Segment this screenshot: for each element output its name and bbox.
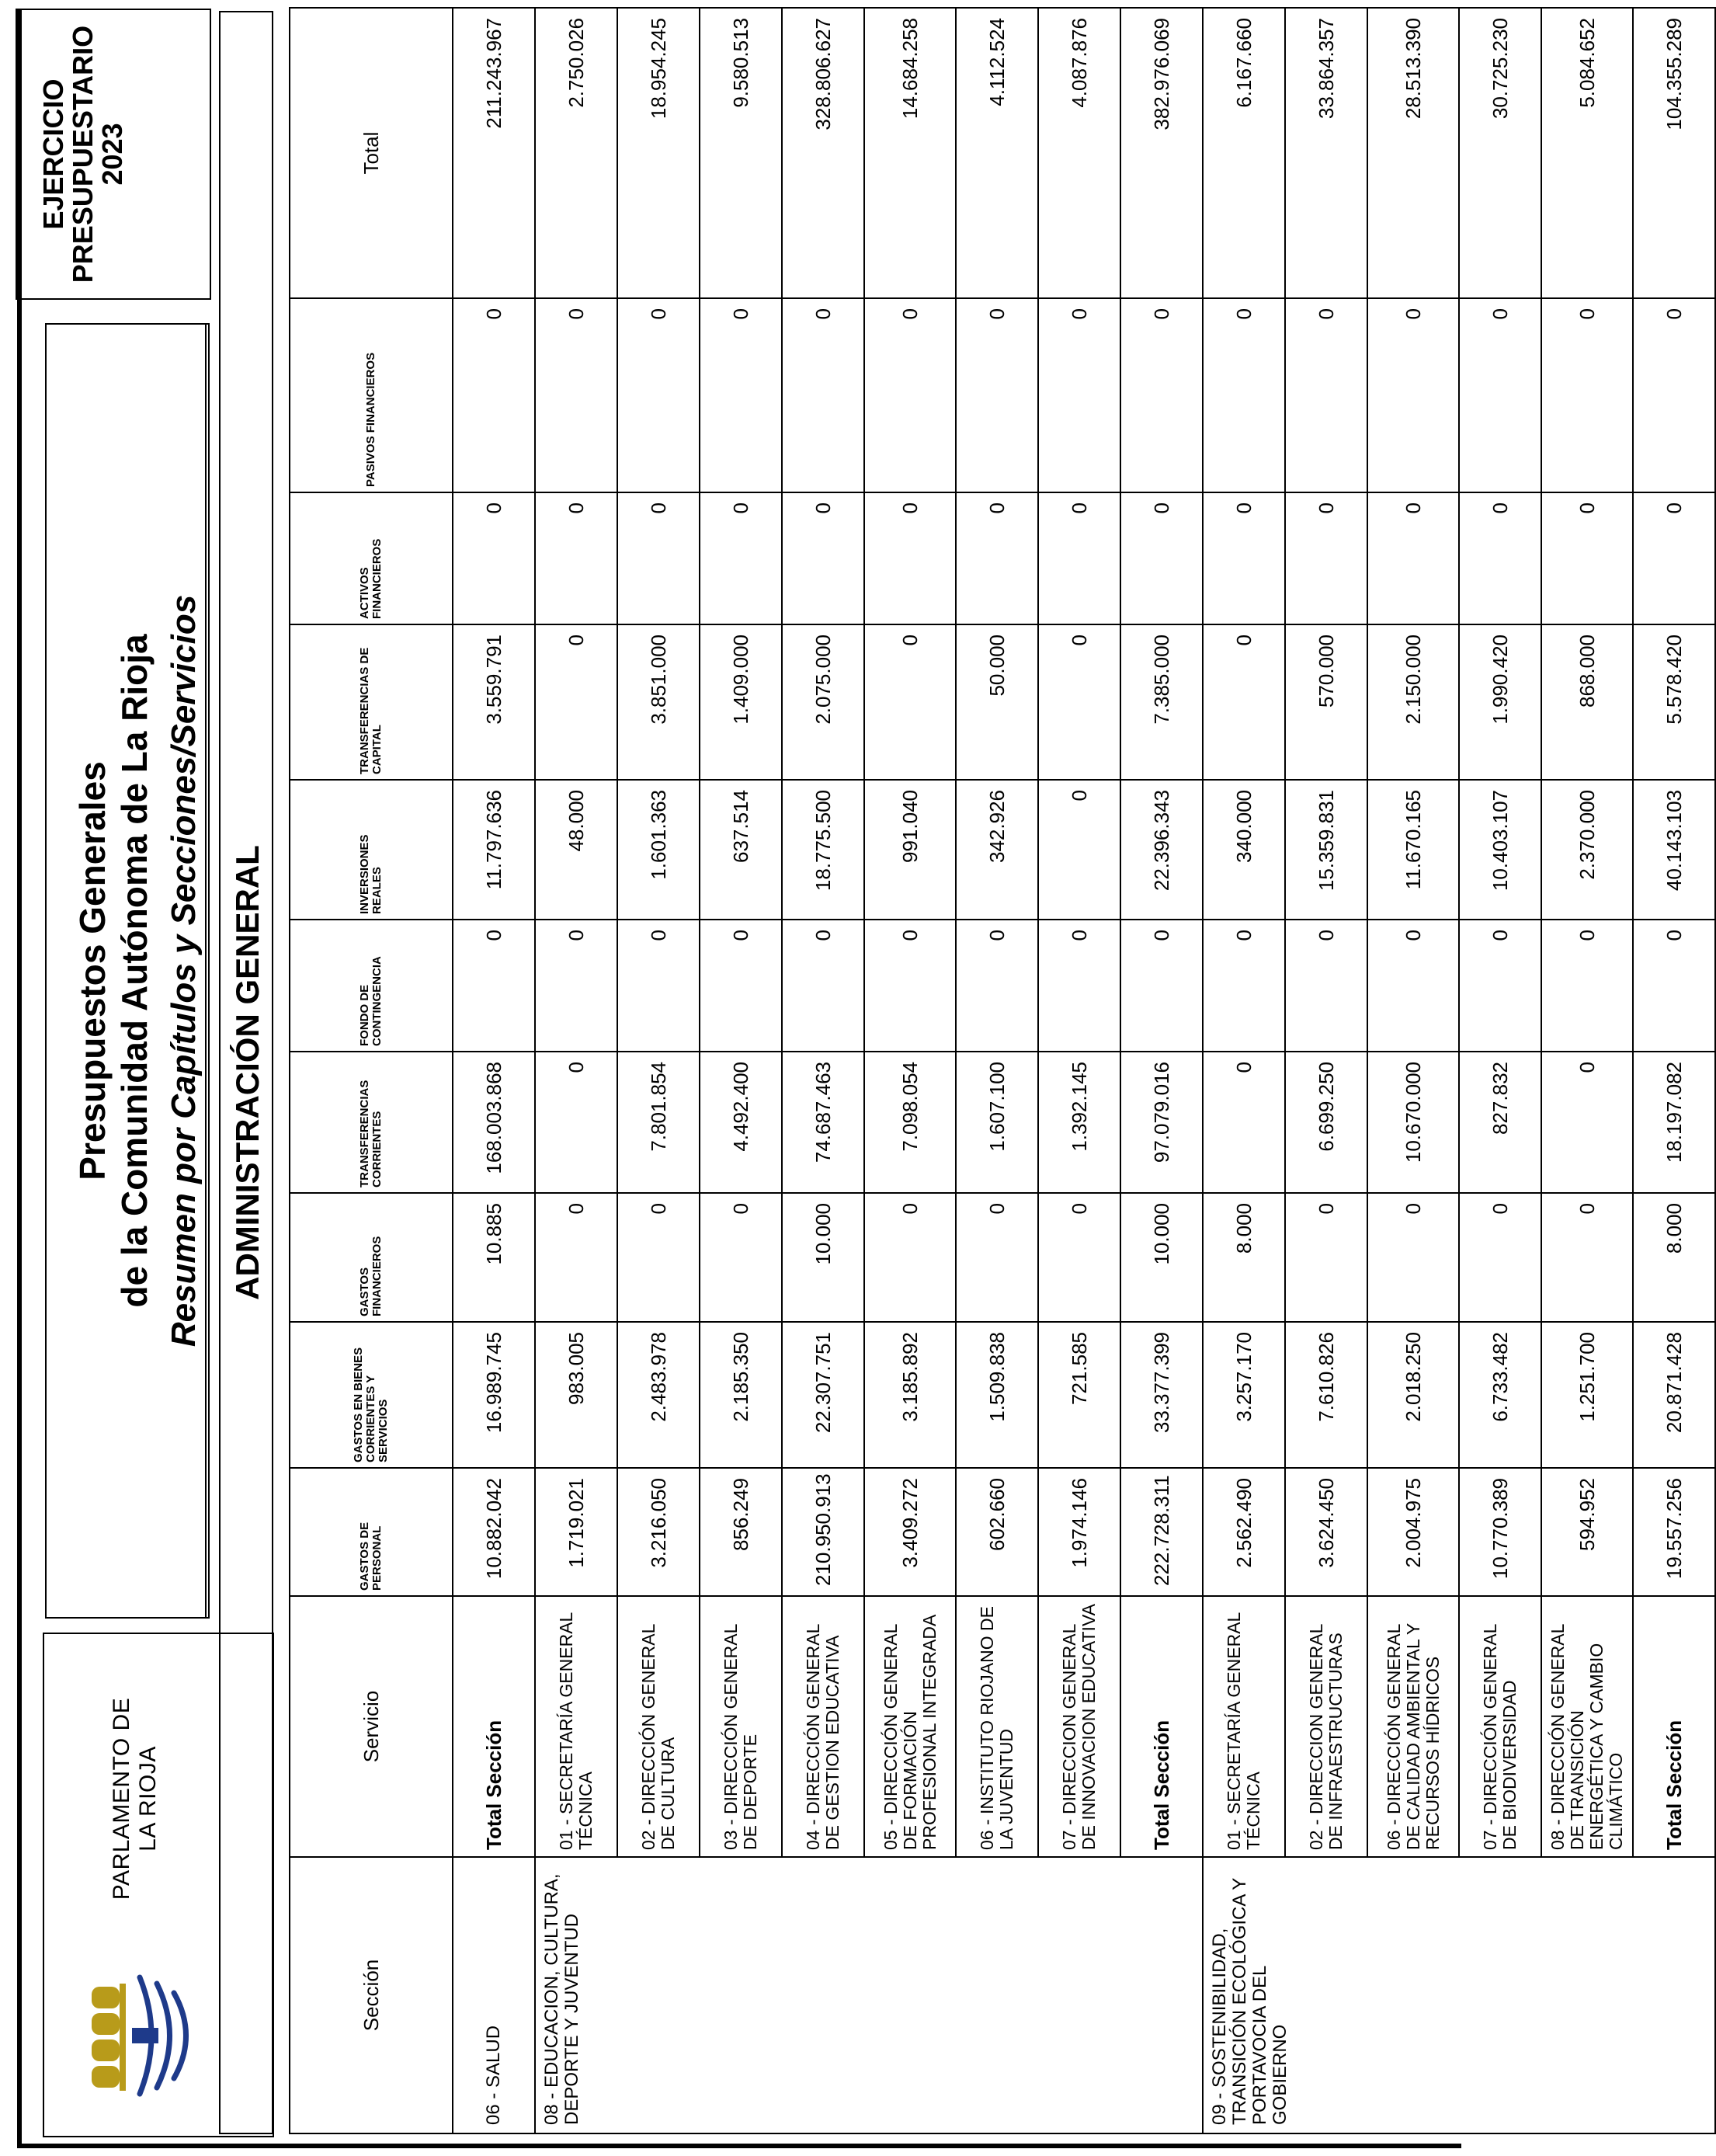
table-row xyxy=(1285,8,1367,2133)
cell-value: 1.601.363 xyxy=(617,780,700,920)
table-row xyxy=(1203,8,1285,2133)
cell-value: 0 xyxy=(1203,920,1285,1052)
table-row xyxy=(700,8,782,2133)
cell-value: 210.950.913 xyxy=(782,1468,864,1596)
table-row xyxy=(1633,8,1715,2133)
cell-value: 10.000 xyxy=(1120,1193,1203,1322)
cell-value: 11.670.165 xyxy=(1367,780,1459,920)
service-name: 03 - DIRECCIÓN GENERAL DE DEPORTE xyxy=(700,1596,782,1857)
cell-value: 570.000 xyxy=(1285,624,1367,780)
cell-value: 0 xyxy=(1285,920,1367,1052)
section-title: ADMINISTRACIÓN GENERAL xyxy=(229,845,266,1300)
cell-value: 0 xyxy=(782,920,864,1052)
cell-value: 0 xyxy=(535,492,617,624)
cell-value: 0 xyxy=(700,298,782,492)
cell-value: 0 xyxy=(1038,920,1120,1052)
cell-value: 0 xyxy=(700,492,782,624)
cell-value: 0 xyxy=(1285,492,1367,624)
cell-total: 4.112.524 xyxy=(956,8,1038,298)
cell-value: 0 xyxy=(535,298,617,492)
col-seccion: Sección xyxy=(290,1857,453,2133)
service-name: 05 - DIRECCIÓN GENERAL DE FORMACIÓN PROFESIONAL INTEGRADA xyxy=(864,1596,956,1857)
org-name xyxy=(109,1674,162,1923)
service-name: 01 - SECRETARÍA GENERAL TÉCNICA xyxy=(1203,1596,1285,1857)
cell-value: 40.143.103 xyxy=(1633,780,1715,920)
cell-value: 0 xyxy=(1038,492,1120,624)
col-inversiones-reales: INVERSIONES REALES xyxy=(290,780,453,920)
table-row xyxy=(956,8,1038,2133)
cell-value: 1.251.700 xyxy=(1541,1322,1633,1468)
col-transferencias-corrientes: TRANSFERENCIAS CORRIENTES xyxy=(290,1052,453,1193)
cell-value: 0 xyxy=(956,920,1038,1052)
cell-value: 1.719.021 xyxy=(535,1468,617,1596)
service-name: Total Sección xyxy=(1120,1596,1203,1857)
cell-value: 0 xyxy=(1203,298,1285,492)
cell-total: 104.355.289 xyxy=(1633,8,1715,298)
cell-value: 10.882.042 xyxy=(453,1468,535,1596)
cell-value: 0 xyxy=(1541,298,1633,492)
service-name: 04 - DIRECCIÓN GENERAL DE GESTION EDUCATIVA xyxy=(782,1596,864,1857)
col-transferencias-capital: TRANSFERENCIAS DE CAPITAL xyxy=(290,624,453,780)
cell-value: 0 xyxy=(1120,492,1203,624)
title-line-1: Presupuestos Generales xyxy=(72,761,113,1181)
cell-value: 0 xyxy=(1541,920,1633,1052)
cell-value: 0 xyxy=(1038,624,1120,780)
cell-value: 6.733.482 xyxy=(1459,1322,1541,1468)
cell-value: 3.559.791 xyxy=(453,624,535,780)
cell-value: 0 xyxy=(864,624,956,780)
table-row xyxy=(864,8,956,2133)
cell-value: 10.885 xyxy=(453,1193,535,1322)
col-total: Total xyxy=(290,8,453,298)
cell-value: 0 xyxy=(782,492,864,624)
cell-value: 0 xyxy=(1633,492,1715,624)
col-gastos-personal: GASTOS DE PERSONAL xyxy=(290,1468,453,1596)
cell-value: 0 xyxy=(956,492,1038,624)
cell-value: 0 xyxy=(1367,298,1459,492)
cell-value: 22.307.751 xyxy=(782,1322,864,1468)
cell-value: 18.197.082 xyxy=(1633,1052,1715,1193)
cell-value: 0 xyxy=(1038,780,1120,920)
cell-value: 1.974.146 xyxy=(1038,1468,1120,1596)
cell-value: 97.079.016 xyxy=(1120,1052,1203,1193)
cell-value: 0 xyxy=(535,920,617,1052)
cell-value: 0 xyxy=(1120,920,1203,1052)
cell-value: 2.150.000 xyxy=(1367,624,1459,780)
cell-value: 5.578.420 xyxy=(1633,624,1715,780)
cell-value: 4.492.400 xyxy=(700,1052,782,1193)
cell-value: 0 xyxy=(1633,920,1715,1052)
table-row xyxy=(453,8,535,2133)
cell-value: 983.005 xyxy=(535,1322,617,1468)
cell-value: 1.409.000 xyxy=(700,624,782,780)
cell-value: 3.624.450 xyxy=(1285,1468,1367,1596)
cell-value: 18.775.500 xyxy=(782,780,864,920)
cell-total: 18.954.245 xyxy=(617,8,700,298)
cell-total: 6.167.660 xyxy=(1203,8,1285,298)
table-row xyxy=(617,8,700,2133)
cell-value: 0 xyxy=(453,492,535,624)
cell-value: 0 xyxy=(535,1193,617,1322)
cell-value: 33.377.399 xyxy=(1120,1322,1203,1468)
cell-total: 28.513.390 xyxy=(1367,8,1459,298)
cell-value: 1.509.838 xyxy=(956,1322,1038,1468)
col-fondo-contingencia: FONDO DE CONTINGENCIA xyxy=(290,920,453,1052)
cell-value: 868.000 xyxy=(1541,624,1633,780)
cell-value: 3.185.892 xyxy=(864,1322,956,1468)
cell-value: 342.926 xyxy=(956,780,1038,920)
cell-total: 5.084.652 xyxy=(1541,8,1633,298)
cell-value: 0 xyxy=(956,1193,1038,1322)
cell-value: 3.851.000 xyxy=(617,624,700,780)
cell-value: 11.797.636 xyxy=(453,780,535,920)
cell-value: 2.370.000 xyxy=(1541,780,1633,920)
cell-total: 14.684.258 xyxy=(864,8,956,298)
service-name: 02 - DIRECCION GENERAL DE INFRAESTRUCTURAS xyxy=(1285,1596,1367,1857)
service-name: 01 - SECRETARÍA GENERAL TÉCNICA xyxy=(535,1596,617,1857)
cell-value: 0 xyxy=(1633,298,1715,492)
cell-value: 0 xyxy=(864,1193,956,1322)
cell-value: 2.562.490 xyxy=(1203,1468,1285,1596)
cell-value: 0 xyxy=(453,298,535,492)
table-header-row xyxy=(290,8,453,2133)
cell-value: 0 xyxy=(535,624,617,780)
col-servicio: Servicio xyxy=(290,1596,453,1857)
table-row xyxy=(1120,8,1203,2133)
cell-value: 0 xyxy=(782,298,864,492)
cell-total: 2.750.026 xyxy=(535,8,617,298)
subtitle: Resumen por Capítulos y Secciones/Servicios xyxy=(165,594,203,1348)
cell-value: 0 xyxy=(1285,298,1367,492)
cell-value: 22.396.343 xyxy=(1120,780,1203,920)
cell-value: 10.670.000 xyxy=(1367,1052,1459,1193)
cell-value: 2.018.250 xyxy=(1367,1322,1459,1468)
col-pasivos-financieros: PASIVOS FINANCIEROS xyxy=(290,298,453,492)
cell-total: 211.243.967 xyxy=(453,8,535,298)
cell-value: 0 xyxy=(617,492,700,624)
cell-value: 0 xyxy=(864,920,956,1052)
col-gastos-financieros: GASTOS FINANCIEROS xyxy=(290,1193,453,1322)
cell-value: 2.075.000 xyxy=(782,624,864,780)
cell-value: 0 xyxy=(1038,298,1120,492)
service-name: Total Sección xyxy=(1633,1596,1715,1857)
cell-value: 0 xyxy=(864,492,956,624)
cell-value: 1.607.100 xyxy=(956,1052,1038,1193)
service-name: 06 - DIRECCIÓN GENERAL DE CALIDAD AMBIENTAL Y RECURSOS HÍDRICOS xyxy=(1367,1596,1459,1857)
cell-value: 0 xyxy=(1541,492,1633,624)
cell-value: 2.004.975 xyxy=(1367,1468,1459,1596)
cell-total: 33.864.357 xyxy=(1285,8,1367,298)
cell-value: 1.392.145 xyxy=(1038,1052,1120,1193)
cell-value: 0 xyxy=(617,1193,700,1322)
cell-value: 0 xyxy=(617,298,700,492)
cell-value: 0 xyxy=(1203,492,1285,624)
ejercicio-text: EJERCICIO PRESUPUESTARIO 2023 xyxy=(37,25,128,283)
service-name: 07 - DIRECCIÓN GENERAL DE BIODIVERSIDAD xyxy=(1459,1596,1541,1857)
cell-total: 382.976.069 xyxy=(1120,8,1203,298)
cell-value: 222.728.311 xyxy=(1120,1468,1203,1596)
cell-value: 16.989.745 xyxy=(453,1322,535,1468)
cell-value: 7.801.854 xyxy=(617,1052,700,1193)
section-name: 06 - SALUD xyxy=(453,1857,535,2133)
org-name-text: PARLAMENTO DE LA RIOJA xyxy=(109,1697,161,1900)
cell-value: 0 xyxy=(1459,1193,1541,1322)
section-name: 08 - EDUCACION, CULTURA, DEPORTE Y JUVENTUD xyxy=(535,1857,1203,2133)
service-name: 06 - INSTITUTO RIOJANO DE LA JUVENTUD xyxy=(956,1596,1038,1857)
cell-value: 0 xyxy=(453,920,535,1052)
cell-value: 0 xyxy=(1367,920,1459,1052)
cell-total: 328.806.627 xyxy=(782,8,864,298)
cell-value: 0 xyxy=(1541,1193,1633,1322)
cell-value: 0 xyxy=(1203,1052,1285,1193)
parliament-logo-icon xyxy=(85,1970,202,2102)
table-row xyxy=(1459,8,1541,2133)
cell-value: 7.098.054 xyxy=(864,1052,956,1193)
cell-value: 3.409.272 xyxy=(864,1468,956,1596)
cell-value: 1.990.420 xyxy=(1459,624,1541,780)
cell-value: 2.483.978 xyxy=(617,1322,700,1468)
cell-value: 20.871.428 xyxy=(1633,1322,1715,1468)
service-name: 08 - DIRECCIÓN GENERAL DE TRANSICIÓN ENERGÉTICA Y CAMBIO CLIMÁTICO xyxy=(1541,1596,1633,1857)
cell-value: 721.585 xyxy=(1038,1322,1120,1468)
cell-value: 10.000 xyxy=(782,1193,864,1322)
cell-value: 0 xyxy=(1285,1193,1367,1322)
cell-value: 991.040 xyxy=(864,780,956,920)
cell-total: 9.580.513 xyxy=(700,8,782,298)
budget-table xyxy=(289,7,1716,2134)
cell-value: 10.770.389 xyxy=(1459,1468,1541,1596)
ejercicio-label xyxy=(39,9,127,300)
cell-value: 0 xyxy=(617,920,700,1052)
cell-total: 4.087.876 xyxy=(1038,8,1120,298)
cell-value: 0 xyxy=(1459,492,1541,624)
table-row xyxy=(782,8,864,2133)
cell-value: 0 xyxy=(1541,1052,1633,1193)
service-name: 07 - DIRECCION GENERAL DE INNOVACION EDUCATIVA xyxy=(1038,1596,1120,1857)
cell-value: 3.216.050 xyxy=(617,1468,700,1596)
cell-value: 15.359.831 xyxy=(1285,780,1367,920)
cell-value: 0 xyxy=(1367,1193,1459,1322)
frame-top-rule xyxy=(17,9,22,2148)
cell-value: 48.000 xyxy=(535,780,617,920)
table-row xyxy=(1541,8,1633,2133)
cell-value: 0 xyxy=(535,1052,617,1193)
cell-value: 6.699.250 xyxy=(1285,1052,1367,1193)
cell-value: 0 xyxy=(1038,1193,1120,1322)
cell-total: 30.725.230 xyxy=(1459,8,1541,298)
cell-value: 602.660 xyxy=(956,1468,1038,1596)
cell-value: 340.000 xyxy=(1203,780,1285,920)
cell-value: 8.000 xyxy=(1633,1193,1715,1322)
title-line-2: de la Comunidad Autónoma de La Rioja xyxy=(114,634,155,1308)
cell-value: 3.257.170 xyxy=(1203,1322,1285,1468)
cell-value: 0 xyxy=(1459,920,1541,1052)
col-gastos-bienes: GASTOS EN BIENES CORRIENTES Y SERVICIOS xyxy=(290,1322,453,1468)
cell-value: 0 xyxy=(956,298,1038,492)
cell-value: 0 xyxy=(1367,492,1459,624)
cell-value: 7.610.826 xyxy=(1285,1322,1367,1468)
frame-left-rule xyxy=(17,2144,1461,2148)
cell-value: 10.403.107 xyxy=(1459,780,1541,920)
cell-value: 74.687.463 xyxy=(782,1052,864,1193)
service-name: 02 - DIRECCIÓN GENERAL DE CULTURA xyxy=(617,1596,700,1857)
cell-value: 168.003.868 xyxy=(453,1052,535,1193)
table-row xyxy=(535,8,617,2133)
cell-value: 2.185.350 xyxy=(700,1322,782,1468)
table-row xyxy=(1367,8,1459,2133)
section-name: 09 - SOSTENIBILIDAD, TRANSICIÓN ECOLÓGICA Y PORTAVOCIA DEL GOBIERNO xyxy=(1203,1857,1715,2133)
service-name: Total Sección xyxy=(453,1596,535,1857)
cell-value: 856.249 xyxy=(700,1468,782,1596)
cell-value: 827.832 xyxy=(1459,1052,1541,1193)
cell-value: 594.952 xyxy=(1541,1468,1633,1596)
cell-value: 50.000 xyxy=(956,624,1038,780)
cell-value: 7.385.000 xyxy=(1120,624,1203,780)
cell-value: 0 xyxy=(1459,298,1541,492)
cell-value: 0 xyxy=(1203,624,1285,780)
cell-value: 0 xyxy=(864,298,956,492)
cell-value: 637.514 xyxy=(700,780,782,920)
table-row xyxy=(1038,8,1120,2133)
cell-value: 0 xyxy=(1120,298,1203,492)
cell-value: 0 xyxy=(700,920,782,1052)
cell-value: 19.557.256 xyxy=(1633,1468,1715,1596)
col-activos-financieros: ACTIVOS FINANCIEROS xyxy=(290,492,453,624)
cell-value: 0 xyxy=(700,1193,782,1322)
cell-value: 8.000 xyxy=(1203,1193,1285,1322)
